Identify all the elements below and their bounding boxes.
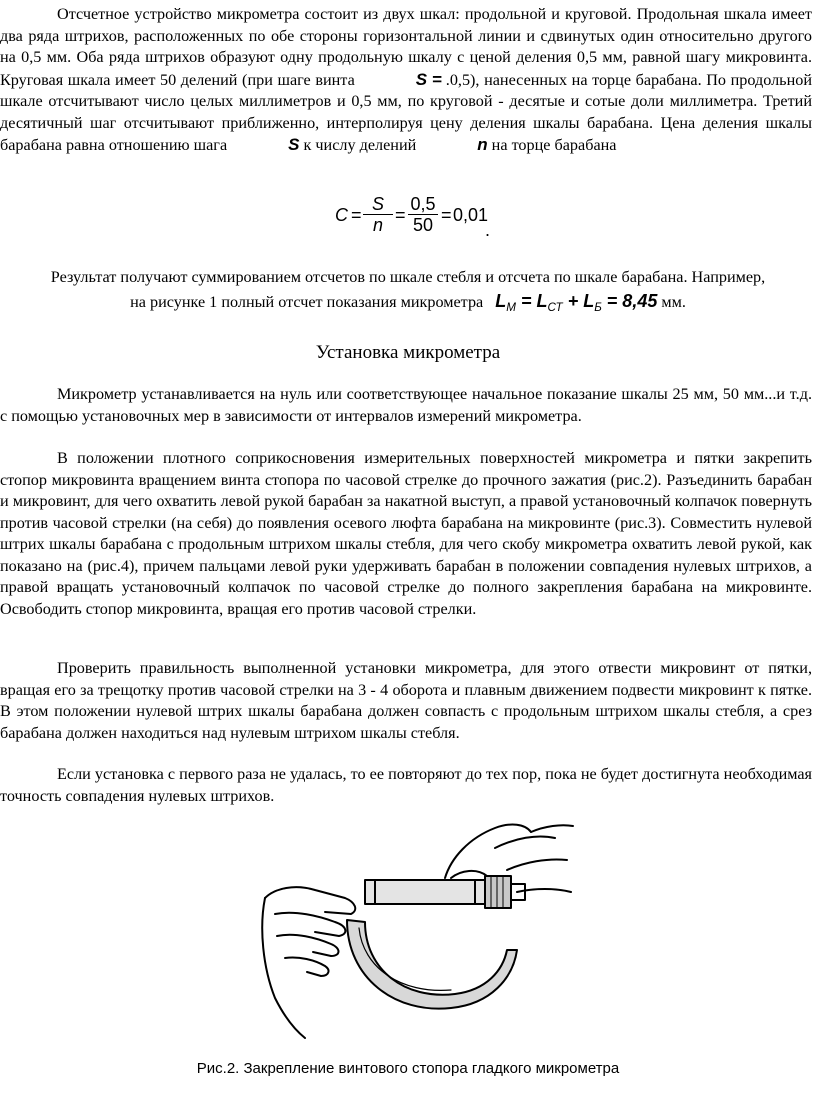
result-unit: мм. <box>661 293 686 311</box>
formula-dot: . <box>485 220 491 240</box>
formula-result: 0,01 <box>453 205 489 225</box>
intro-text-3: к числу делений <box>303 136 417 154</box>
formula-l-symbol: L <box>495 291 507 311</box>
paragraph-3: Проверить правильность выполненной установки микрометра, для этого отвести микровинт от пятки, вращая его за трещотку против часовой стрелки на 3 - 4 оборота и плавным движением подвести микровинт к пятке. В этом положении нулевой штрих шкалы барабана должен совпасть с продольным штрихом шкалы стебля, а срез барабана должен находиться над нулевым штрихом шкалы стебля. <box>0 659 812 742</box>
formula-denominator-n: n <box>372 215 383 235</box>
symbol-n: n <box>477 135 488 154</box>
formula-plus-l: + L <box>562 291 595 311</box>
intro-text-1: Отсчетное устройство микрометра состоит из двух шкал: продольной и круговой. Продольная шкала имеет два ряда штрихов, расположенных по обе стороны горизонтальной линии и сдвинутых один относительно другого на 0,5 мм. Оба ряда штрихов образуют одну продольную шкалу с ценой деления 0,5 мм, равной шагу микровинта. Круговая шкала имеет 50 делений (при шаге винта <box>0 5 812 89</box>
paragraph-4: Если установка с первого раза не удалась, то ее повторяют до тех пор, пока не будет достигнута необходимая точность совпадения нулевых штрихов. <box>0 765 812 805</box>
formula-denominator-value: 50 <box>412 215 434 235</box>
section-heading: Установка микрометра <box>315 342 501 363</box>
formula-numerator-value: 0,5 <box>408 194 438 215</box>
result-text: на рисунке 1 полный отсчет показания микрометра <box>130 293 484 311</box>
formula-eq-l: = L <box>516 291 548 311</box>
formula-division-value <box>335 192 505 242</box>
formula-equals-1: = <box>351 205 362 225</box>
intro-paragraph <box>0 4 812 157</box>
result-line-2 <box>0 291 816 318</box>
formula-sub-m: М <box>506 300 517 314</box>
symbol-s: S <box>288 135 300 154</box>
formula-value: = 8,45 <box>601 291 658 311</box>
formula-c-symbol: C <box>335 205 348 225</box>
figure-caption: Рис.2. Закрепление винтового стопора гладкого микрометра <box>196 1060 620 1077</box>
formula-fraction-s-n <box>363 194 393 235</box>
paragraph-2: В положении плотного соприкосновения измерительных поверхностей микрометра и пятки закрепить стопор микровинта вращением винта стопора по часовой стрелке до прочного зажатия (рис.2). Разъединить барабан и микровинт, для чего охватить левой рукой барабан за накатной выступ, а правой установочный колпачок повернуть против часовой стрелки (на себя) до появления осевого люфта барабана на микровинте (рис.3). Совместить нулевой штрих шкалы барабана с продольным штрихом шкалы стебля, для чего скобу микрометра охватить левой рукой, как показано на (рис.4), причем пальцами левой руки удерживать барабан в положении совпадения нулевых штрихов, а правой вращать установочный колпачок по часовой стрелке до полного закрепления барабана на микровинте. Освободить стопор микровинта, вращая его против часовой стрелки. <box>0 449 812 618</box>
micrometer-illustration <box>255 818 575 1040</box>
formula-full-reading <box>495 291 657 318</box>
intro-text-2: .0,5), нанесенных на торце барабана. По продольной шкале отсчитывают число целых миллиметров и 0,5 мм, по круговой - десятые и сотые доли миллиметра. Третий десятичный шаг отсчитывают приближенно, интерполируя цену деления шкалы барабана. Цена деления шкалы барабана равна отношению шага <box>0 70 812 154</box>
formula-equals-2: = <box>395 205 406 225</box>
formula-sub-st: СТ <box>547 300 563 314</box>
formula-sub-b: Б <box>594 300 602 314</box>
intro-text-4: на торце барабана <box>491 136 617 154</box>
result-line-1: Результат получают суммированием отсчетов по шкале стебля и отсчета по шкале барабана. Например, <box>50 268 766 286</box>
symbol-s-equals: S = <box>415 69 442 89</box>
paragraph-1: Микрометр устанавливается на нуль или соответствующее начальное показание шкалы 25 мм, 50 мм...и т.д. с помощью установочных мер в зависимости от интервалов измерений микрометра. <box>0 385 812 425</box>
formula-fraction-values <box>408 194 438 235</box>
formula-numerator-s: S <box>363 194 393 215</box>
formula-equals-3: = <box>441 205 452 225</box>
